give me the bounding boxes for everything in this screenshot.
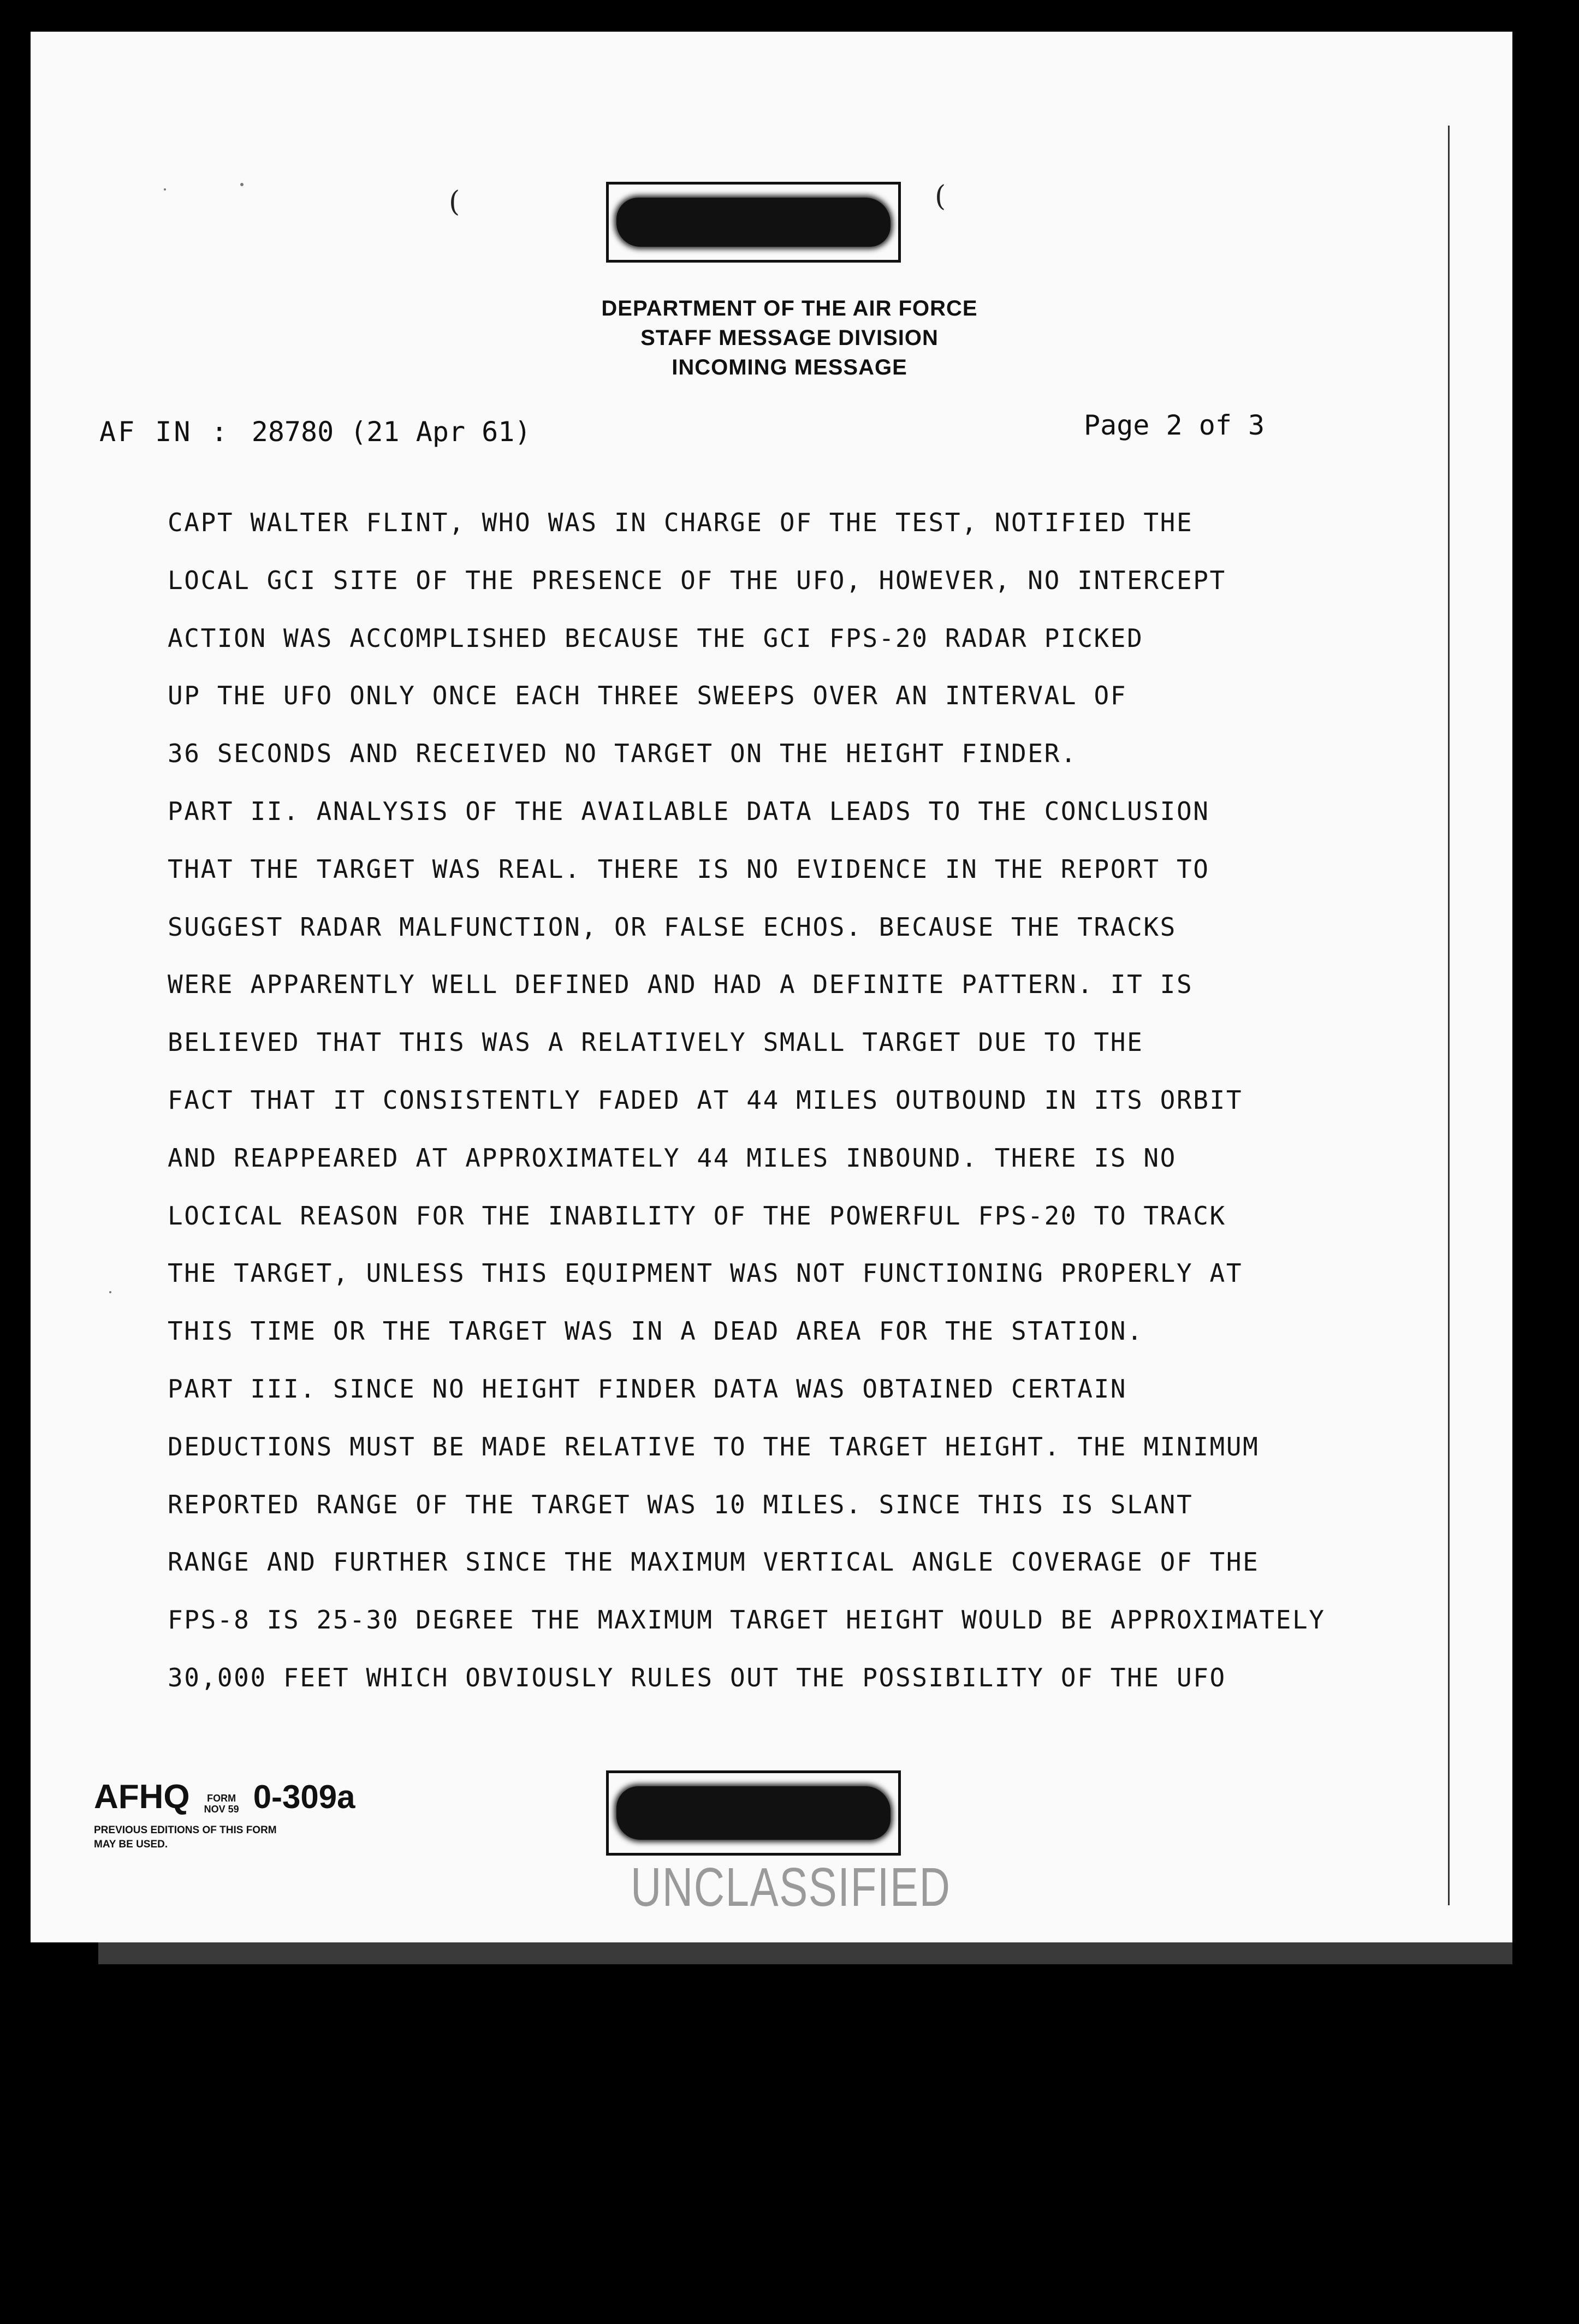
body-line: SUGGEST RADAR MALFUNCTION, OR FALSE ECHOS. BECAUSE THE TRACKS (168, 912, 1177, 942)
af-in-number: 28780 (21 Apr 61) (251, 416, 531, 448)
form-date-value: NOV 59 (204, 1804, 239, 1815)
dust-speck (109, 1291, 111, 1293)
page-edge-shadow (98, 1942, 1512, 1964)
bracket-mark-left: ( (449, 186, 460, 218)
body-line: RANGE AND FURTHER SINCE THE MAXIMUM VERTICAL ANGLE COVERAGE OF THE (168, 1547, 1260, 1577)
body-line: 30,000 FEET WHICH OBVIOUSLY RULES OUT THE POSSIBILITY OF THE UFO (168, 1662, 1226, 1692)
af-in-reference (99, 416, 531, 448)
body-line: BELIEVED THAT THIS WAS A RELATIVELY SMALL TARGET DUE TO THE (168, 1027, 1144, 1057)
body-line: PART II. ANALYSIS OF THE AVAILABLE DATA LEADS TO THE CONCLUSION (168, 796, 1210, 826)
body-line: THE TARGET, UNLESS THIS EQUIPMENT WAS NOT FUNCTIONING PROPERLY AT (168, 1258, 1243, 1288)
header-message-type: INCOMING MESSAGE (672, 355, 907, 379)
dust-speck (240, 183, 244, 186)
body-line: PART III. SINCE NO HEIGHT FINDER DATA WAS OBTAINED CERTAIN (168, 1374, 1127, 1404)
body-line: LOCAL GCI SITE OF THE PRESENCE OF THE UFO, HOWEVER, NO INTERCEPT (168, 565, 1226, 595)
previous-editions-note (94, 1823, 355, 1852)
previous-editions-line1: PREVIOUS EDITIONS OF THIS FORM (94, 1824, 277, 1836)
body-line: 36 SECONDS AND RECEIVED NO TARGET ON THE HEIGHT FINDER. (168, 739, 1078, 769)
classification-stamp-bottom (606, 1770, 901, 1856)
body-line: AND REAPPEARED AT APPROXIMATELY 44 MILES INBOUND. THERE IS NO (168, 1143, 1177, 1173)
form-identifier (94, 1780, 355, 1852)
form-date (204, 1793, 239, 1815)
previous-editions-line2: MAY BE USED. (94, 1839, 168, 1850)
unclassified-stamp: UNCLASSIFIED (631, 1857, 951, 1918)
redaction-block (616, 198, 891, 247)
body-line: WERE APPARENTLY WELL DEFINED AND HAD A DEFINITE PATTERN. IT IS (168, 970, 1194, 1000)
form-number: 0-309a (253, 1779, 355, 1815)
message-body (168, 494, 1326, 1707)
body-line: UP THE UFO ONLY ONCE EACH THREE SWEEPS OVER AN INTERVAL OF (168, 681, 1127, 711)
body-line: REPORTED RANGE OF THE TARGET WAS 10 MILES. SINCE THIS IS SLANT (168, 1489, 1194, 1519)
body-line: THAT THE TARGET WAS REAL. THERE IS NO EVIDENCE IN THE REPORT TO (168, 854, 1210, 884)
af-in-label: AF IN : (99, 416, 230, 448)
body-line: DEDUCTIONS MUST BE MADE RELATIVE TO THE TARGET HEIGHT. THE MINIMUM (168, 1431, 1260, 1461)
body-line: LOCICAL REASON FOR THE INABILITY OF THE POWERFUL FPS-20 TO TRACK (168, 1200, 1226, 1231)
form-label: FORM (207, 1793, 236, 1804)
afhq-label: AFHQ (94, 1778, 190, 1816)
body-line: ACTION WAS ACCOMPLISHED BECAUSE THE GCI FPS-20 RADAR PICKED (168, 623, 1144, 653)
page-number: Page 2 of 3 (1084, 409, 1265, 441)
bracket-mark-right: ( (935, 180, 946, 213)
body-line: FACT THAT IT CONSISTENTLY FADED AT 44 MILES OUTBOUND IN ITS ORBIT (168, 1085, 1243, 1115)
redaction-block (616, 1786, 891, 1840)
classification-stamp-top (606, 182, 901, 263)
body-line: CAPT WALTER FLINT, WHO WAS IN CHARGE OF THE TEST, NOTIFIED THE (168, 508, 1194, 537)
header-department: DEPARTMENT OF THE AIR FORCE (601, 296, 978, 320)
header-division: STAFF MESSAGE DIVISION (640, 326, 939, 350)
margin-rule (1448, 126, 1450, 1905)
document-header (0, 294, 1579, 382)
body-line: FPS-8 IS 25-30 DEGREE THE MAXIMUM TARGET HEIGHT WOULD BE APPROXIMATELY (168, 1605, 1326, 1635)
dust-speck (164, 188, 166, 191)
body-line: THIS TIME OR THE TARGET WAS IN A DEAD AREA FOR THE STATION. (168, 1316, 1144, 1346)
